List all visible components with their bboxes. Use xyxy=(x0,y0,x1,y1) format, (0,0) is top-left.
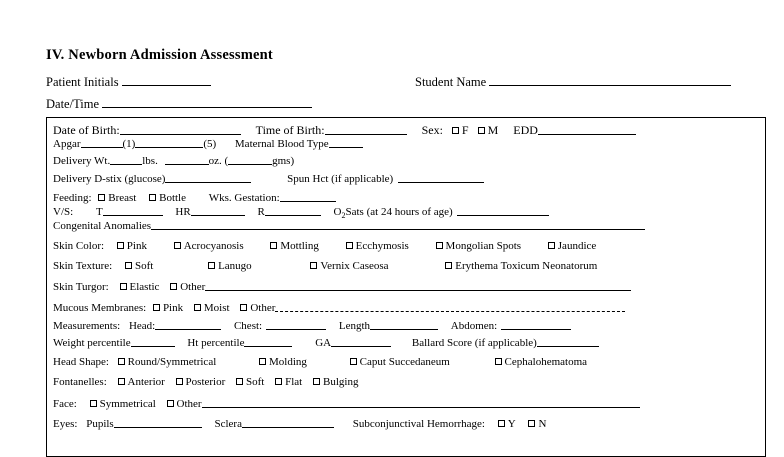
gms-input[interactable] xyxy=(228,154,272,165)
face-other-label: Other xyxy=(176,398,202,410)
delivery-wt-label: Delivery Wt. xyxy=(53,155,111,167)
bottle-checkbox[interactable] xyxy=(149,194,156,201)
skin-turgor-label: Skin Turgor: xyxy=(53,281,109,293)
sclera-input[interactable] xyxy=(242,417,334,428)
dstix-label: Delivery D-stix (glucose) xyxy=(53,173,166,185)
sex-m-label: M xyxy=(487,123,499,137)
fontanelles-soft-option[interactable] xyxy=(236,375,264,389)
head-shape-round-checkbox[interactable] xyxy=(118,358,125,365)
fontanelles-anterior-label: Anterior xyxy=(127,376,165,388)
skin-texture-soft-checkbox[interactable] xyxy=(125,262,132,269)
skin-texture-vernix-label: Vernix Caseosa xyxy=(320,260,389,272)
skin-texture-erythema-option[interactable] xyxy=(445,259,597,273)
congenital-label: Congenital Anomalies xyxy=(53,220,152,232)
skin-color-pink-option[interactable] xyxy=(117,239,147,253)
weight-pct-label: Weight percentile xyxy=(53,337,131,349)
vs-hr-label: HR xyxy=(175,206,191,218)
mucous-pink-option[interactable] xyxy=(153,301,183,315)
maternal-blood-input[interactable] xyxy=(329,137,363,148)
skin-color-mongolian-label: Mongolian Spots xyxy=(445,240,522,252)
edd-input[interactable] xyxy=(538,124,636,135)
congenital-row xyxy=(53,219,645,233)
head-input[interactable] xyxy=(155,319,221,330)
fontanelles-posterior-label: Posterior xyxy=(185,376,226,388)
subconj-y-checkbox[interactable] xyxy=(498,420,505,427)
delivery-weight-row xyxy=(53,154,294,168)
skin-texture-soft-option[interactable] xyxy=(125,259,153,273)
fontanelles-flat-checkbox[interactable] xyxy=(275,378,282,385)
measurements-row xyxy=(53,319,571,333)
feeding-label: Feeding: xyxy=(53,192,92,204)
skin-color-jaundice-label: Jaundice xyxy=(557,240,597,252)
apgar-5-input[interactable] xyxy=(135,137,203,148)
bottle-label: Bottle xyxy=(159,192,186,204)
skin-color-mottling-label: Mottling xyxy=(280,240,319,252)
skin-color-label: Skin Color: xyxy=(53,240,105,252)
skin-color-mottling-option[interactable] xyxy=(270,239,319,253)
abdomen-label: Abdomen: xyxy=(450,320,498,332)
skin-color-jaundice-checkbox[interactable] xyxy=(548,242,555,249)
tob-label: Time of Birth: xyxy=(255,123,325,137)
skin-color-mottling-checkbox[interactable] xyxy=(270,242,277,249)
subconj-n-checkbox[interactable] xyxy=(528,420,535,427)
wks-gestation-input[interactable] xyxy=(280,191,336,202)
eyes-row xyxy=(53,417,546,431)
ballard-label: Ballard Score (if applicable) xyxy=(411,337,537,349)
mucous-moist-checkbox[interactable] xyxy=(194,304,201,311)
ht-pct-label: Ht percentile xyxy=(187,337,245,349)
mucous-other-checkbox[interactable] xyxy=(240,304,247,311)
date-time-label: Date/Time xyxy=(46,97,100,111)
head-shape-round-option[interactable] xyxy=(118,355,217,369)
congenital-input[interactable] xyxy=(151,219,645,230)
face-symmetrical-option[interactable] xyxy=(90,397,156,411)
sclera-label: Sclera xyxy=(214,418,242,430)
pupils-label: Pupils xyxy=(86,418,114,430)
lbs-input[interactable] xyxy=(110,154,142,165)
face-symmetrical-checkbox[interactable] xyxy=(90,400,97,407)
weight-pct-input[interactable] xyxy=(131,336,175,347)
skin-turgor-elastic-label: Elastic xyxy=(129,281,160,293)
tob-input[interactable] xyxy=(325,124,407,135)
skin-color-pink-label: Pink xyxy=(126,240,147,252)
sex-f-checkbox[interactable] xyxy=(452,127,459,134)
mucous-row xyxy=(53,301,625,315)
head-label: Head: xyxy=(128,320,156,332)
skin-color-ecchymosis-checkbox[interactable] xyxy=(346,242,353,249)
subconj-n-option[interactable] xyxy=(528,417,546,431)
skin-color-mongolian-option[interactable] xyxy=(436,239,521,253)
chest-input[interactable] xyxy=(266,319,326,330)
edd-label: EDD xyxy=(513,123,538,137)
skin-texture-vernix-checkbox[interactable] xyxy=(310,262,317,269)
vs-label: V/S: xyxy=(53,206,74,218)
fontanelles-label: Fontanelles: xyxy=(53,376,107,388)
head-shape-cephalo-label: Cephalohematoma xyxy=(504,356,588,368)
gms-label: gms) xyxy=(272,155,295,167)
student-name-label: Student Name xyxy=(415,75,487,89)
measurements-label: Measurements: xyxy=(53,320,121,332)
length-input[interactable] xyxy=(370,319,438,330)
ht-pct-input[interactable] xyxy=(244,336,292,347)
vs-r-input[interactable] xyxy=(265,205,321,216)
head-shape-caput-option[interactable] xyxy=(350,355,450,369)
skin-texture-row xyxy=(53,259,597,273)
o2-sats-input[interactable] xyxy=(457,205,549,216)
dob-input[interactable] xyxy=(120,124,241,135)
student-name-field[interactable] xyxy=(415,73,731,90)
face-row xyxy=(53,397,640,411)
spun-hct-label: Spun Hct (if applicable) xyxy=(287,173,394,185)
face-other-checkbox[interactable] xyxy=(167,400,174,407)
skin-texture-lanugo-option[interactable] xyxy=(208,259,252,273)
face-symmetrical-label: Symmetrical xyxy=(99,398,156,410)
skin-turgor-other-option[interactable] xyxy=(170,280,205,294)
skin-texture-lanugo-label: Lanugo xyxy=(218,260,252,272)
fontanelles-flat-label: Flat xyxy=(285,376,303,388)
apgar-1-input[interactable] xyxy=(81,137,123,148)
head-shape-caput-label: Caput Succedaneum xyxy=(359,356,450,368)
length-label: Length xyxy=(338,320,371,332)
skin-color-ecchymosis-label: Ecchymosis xyxy=(355,240,409,252)
sex-label: Sex: xyxy=(421,123,443,137)
face-other-option[interactable] xyxy=(167,397,202,411)
date-time-line[interactable] xyxy=(102,95,312,108)
subconj-y-option[interactable] xyxy=(498,417,516,431)
head-shape-cephalo-checkbox[interactable] xyxy=(495,358,502,365)
chest-label: Chest: xyxy=(233,320,263,332)
fontanelles-anterior-option[interactable] xyxy=(118,375,165,389)
maternal-blood-label: Maternal Blood Type xyxy=(234,138,329,150)
skin-color-pink-checkbox[interactable] xyxy=(117,242,124,249)
head-shape-molding-label: Molding xyxy=(269,356,307,368)
skin-texture-soft-label: Soft xyxy=(134,260,154,272)
head-shape-label: Head Shape: xyxy=(53,356,109,368)
apgar-1-label: (1) xyxy=(122,138,136,150)
patient-initials-line[interactable] xyxy=(122,73,211,86)
vital-signs-row xyxy=(53,205,549,219)
sex-f-option[interactable] xyxy=(452,123,469,137)
fontanelles-soft-checkbox[interactable] xyxy=(236,378,243,385)
skin-color-ecchymosis-option[interactable] xyxy=(346,239,409,253)
sex-m-option[interactable] xyxy=(478,123,499,137)
apgar-5-label: (5) xyxy=(203,138,217,150)
face-label: Face: xyxy=(53,398,77,410)
patient-initials-label: Patient Initials xyxy=(46,75,119,89)
dob-label: Date of Birth: xyxy=(53,123,120,137)
skin-color-jaundice-option[interactable] xyxy=(548,239,596,253)
ga-input[interactable] xyxy=(331,336,391,347)
birth-info-row xyxy=(53,123,636,137)
apgar-label: Apgar xyxy=(53,138,81,150)
head-shape-caput-checkbox[interactable] xyxy=(350,358,357,365)
mucous-label: Mucous Membranes: xyxy=(53,302,147,314)
dstix-row xyxy=(53,172,484,186)
vs-hr-input[interactable] xyxy=(191,205,245,216)
mucous-moist-option[interactable] xyxy=(194,301,230,315)
bottle-option[interactable] xyxy=(149,191,186,205)
sex-m-checkbox[interactable] xyxy=(478,127,485,134)
skin-turgor-elastic-option[interactable] xyxy=(120,280,160,294)
abdomen-input[interactable] xyxy=(501,319,571,330)
head-shape-row xyxy=(53,355,587,369)
fontanelles-row xyxy=(53,375,358,389)
oz-label: oz. ( xyxy=(208,155,229,167)
mucous-pink-checkbox[interactable] xyxy=(153,304,160,311)
face-other-input[interactable] xyxy=(202,397,640,408)
skin-color-acrocyanosis-option[interactable] xyxy=(174,239,244,253)
feeding-row xyxy=(53,191,336,205)
skin-color-acrocyanosis-label: Acrocyanosis xyxy=(183,240,244,252)
fontanelles-bulging-option[interactable] xyxy=(313,375,358,389)
vs-t-label: T xyxy=(95,206,103,218)
wks-gestation-label: Wks. Gestation: xyxy=(208,192,280,204)
ballard-input[interactable] xyxy=(537,336,599,347)
skin-texture-label: Skin Texture: xyxy=(53,260,113,272)
fontanelles-soft-label: Soft xyxy=(246,376,265,388)
skin-turgor-other-checkbox[interactable] xyxy=(170,283,177,290)
subconj-n-label: N xyxy=(538,418,547,430)
head-shape-round-label: Round/Symmetrical xyxy=(127,356,217,368)
percentile-row xyxy=(53,336,599,350)
skin-turgor-other-label: Other xyxy=(180,281,206,293)
lbs-label: lbs. xyxy=(142,155,158,167)
skin-texture-vernix-option[interactable] xyxy=(310,259,388,273)
skin-texture-lanugo-checkbox[interactable] xyxy=(208,262,215,269)
dstix-input[interactable] xyxy=(165,172,251,183)
vs-r-label: R xyxy=(257,206,265,218)
eyes-label: Eyes: xyxy=(53,418,78,430)
mucous-other-option[interactable] xyxy=(240,301,275,315)
skin-color-acrocyanosis-checkbox[interactable] xyxy=(174,242,181,249)
date-time-field[interactable] xyxy=(46,95,312,112)
skin-turgor-other-input[interactable] xyxy=(205,280,631,291)
fontanelles-posterior-option[interactable] xyxy=(176,375,226,389)
mucous-other-label: Other xyxy=(250,302,276,314)
skin-color-row xyxy=(53,239,596,253)
breast-label: Breast xyxy=(108,192,137,204)
head-shape-cephalo-option[interactable] xyxy=(495,355,587,369)
sex-f-label: F xyxy=(461,123,469,137)
head-shape-molding-checkbox[interactable] xyxy=(259,358,266,365)
oz-input[interactable] xyxy=(165,154,209,165)
skin-turgor-row xyxy=(53,280,631,294)
apgar-row xyxy=(53,137,363,151)
skin-color-mongolian-checkbox[interactable] xyxy=(436,242,443,249)
breast-option[interactable] xyxy=(98,191,136,205)
pupils-input[interactable] xyxy=(114,417,202,428)
fontanelles-bulging-label: Bulging xyxy=(323,376,359,388)
breast-checkbox[interactable] xyxy=(98,194,105,201)
subconj-label: Subconjunctival Hemorrhage: xyxy=(352,418,485,430)
skin-turgor-elastic-checkbox[interactable] xyxy=(120,283,127,290)
vs-t-input[interactable] xyxy=(103,205,163,216)
subconj-y-label: Y xyxy=(507,418,516,430)
page-title: IV. Newborn Admission Assessment xyxy=(46,47,273,63)
spun-hct-input[interactable] xyxy=(398,172,484,183)
fontanelles-bulging-checkbox[interactable] xyxy=(313,378,320,385)
head-shape-molding-option[interactable] xyxy=(259,355,307,369)
fontanelles-posterior-checkbox[interactable] xyxy=(176,378,183,385)
skin-texture-erythema-checkbox[interactable] xyxy=(445,262,452,269)
fontanelles-flat-option[interactable] xyxy=(275,375,302,389)
fontanelles-anterior-checkbox[interactable] xyxy=(118,378,125,385)
patient-initials-field[interactable] xyxy=(46,73,211,90)
mucous-moist-label: Moist xyxy=(203,302,230,314)
skin-texture-erythema-label: Erythema Toxicum Neonatorum xyxy=(455,260,598,272)
mucous-other-input[interactable] xyxy=(275,301,625,312)
mucous-pink-label: Pink xyxy=(162,302,184,314)
student-name-line[interactable] xyxy=(489,73,731,86)
o2-sats-label: $O_2Sats$ (at 24 hours of age) xyxy=(333,206,453,221)
ga-label: GA xyxy=(315,337,332,349)
